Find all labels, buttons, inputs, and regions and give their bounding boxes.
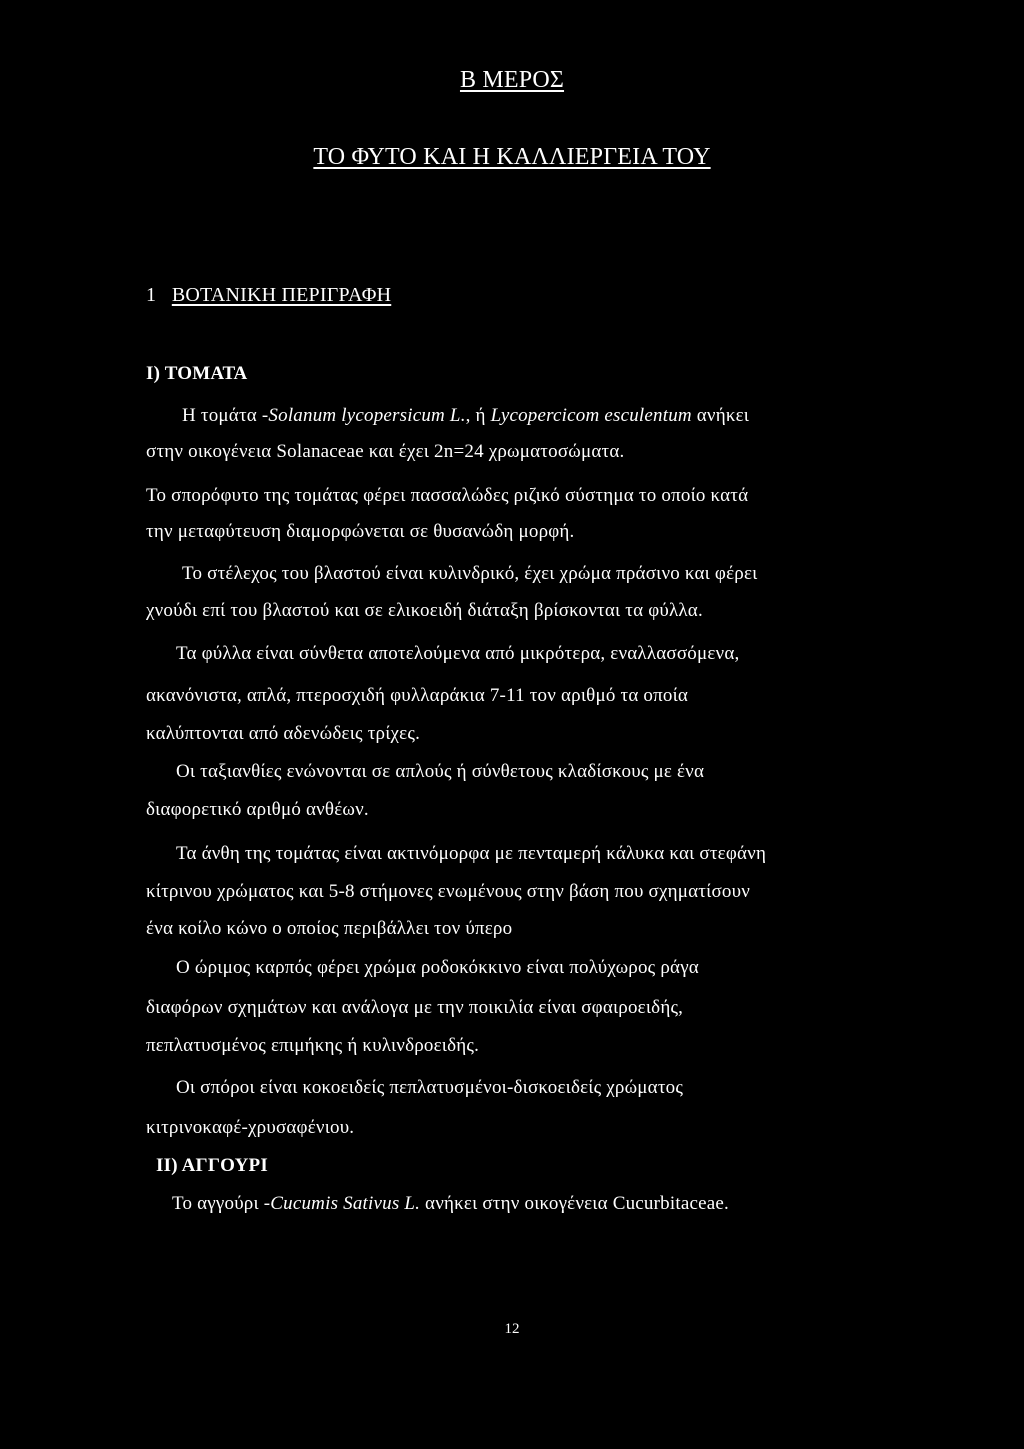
section-heading: [146, 283, 391, 307]
paragraph-line: ένα κοίλο κώνο ο οποίος περιβάλλει τον ύπερο: [146, 918, 513, 939]
paragraph-line: την μεταφύτευση διαμορφώνεται σε θυσανώδη μορφή.: [146, 521, 575, 542]
paragraph-line: καλύπτονται από αδενώδεις τρίχες.: [146, 723, 421, 744]
text-run: ανήκει στην οικογένεια Cucurbitaceae.: [420, 1193, 729, 1214]
paragraph-line: διαφόρων σχημάτων και ανάλογα με την ποικιλία είναι σφαιροειδής,: [146, 997, 684, 1018]
text-run: Η τομάτα -: [182, 405, 269, 426]
section-title: ΒΟΤΑΝΙΚΗ ΠΕΡΙΓΡΑΦΗ: [171, 284, 392, 306]
text-run: Το αγγούρι -: [172, 1193, 271, 1214]
species-name: Cucumis Sativus L.: [270, 1193, 421, 1214]
paragraph-line: πεπλατυσμένος επιμήκης ή κυλινδροειδής.: [146, 1035, 480, 1056]
paragraph-line: κίτρινου χρώματος και 5-8 στήμονες ενωμένους στην βάση που σχηματίσουν: [146, 881, 750, 902]
paragraph-line: κιτρινοκαφέ-χρυσαφένιου.: [146, 1117, 355, 1138]
paragraph-line: Τα φύλλα είναι σύνθετα αποτελούμενα από μικρότερα, εναλλασσόμενα,: [176, 643, 740, 664]
paragraph-line: Ο ώριμος καρπός φέρει χρώμα ροδοκόκκινο είναι πολύχωρος ράγα: [176, 957, 699, 978]
paragraph-line: Τα άνθη της τομάτας είναι ακτινόμορφα με πενταμερή κάλυκα και στεφάνη: [176, 843, 767, 864]
part-title: Β ΜΕΡΟΣ: [459, 67, 565, 93]
paragraph-line: [172, 1192, 729, 1216]
species-name: Lycopercicom esculentum: [490, 405, 692, 426]
tomato-heading: Ι) ΤΟΜΑΤΑ: [146, 363, 248, 384]
section-number: 1: [146, 284, 157, 306]
page-number: 12: [504, 1321, 520, 1337]
paragraph-line: Οι σπόροι είναι κοκοειδείς πεπλατυσμένοι-δισκοειδείς χρώματος: [176, 1077, 684, 1098]
paragraph-line: [182, 404, 894, 428]
species-name: Solanum lycopersicum L.: [268, 405, 466, 426]
text-run: , ή: [465, 405, 491, 426]
paragraph-line: Οι ταξιανθίες ενώνονται σε απλούς ή σύνθετους κλαδίσκους με ένα: [176, 761, 705, 782]
paragraph-line: χνούδι επί του βλαστού και σε ελικοειδή διάταξη βρίσκονται τα φύλλα.: [146, 600, 703, 621]
chapter-title: ΤΟ ΦΥΤΟ ΚΑΙ Η ΚΑΛΛΙΕΡΓΕΙΑ ΤΟΥ: [313, 144, 711, 170]
paragraph-line: στην οικογένεια Solanaceae και έχει 2n=24 χρωματοσώματα.: [146, 441, 625, 462]
text-run: ανήκει: [691, 405, 750, 426]
paragraph-line: ακανόνιστα, απλά, πτεροσχιδή φυλλαράκια 7-11 τον αριθμό τα οποία: [146, 685, 689, 706]
paragraph-line: Το στέλεχος του βλαστού είναι κυλινδρικό, έχει χρώμα πράσινο και φέρει: [182, 563, 758, 584]
cucumber-heading: ΙΙ) ΑΓΓΟΥΡΙ: [156, 1155, 268, 1176]
paragraph-line: Το σπορόφυτο της τομάτας φέρει πασσαλώδες ριζικό σύστημα το οποίο κατά: [146, 485, 749, 506]
paragraph-line: διαφορετικό αριθμό ανθέων.: [146, 799, 369, 820]
